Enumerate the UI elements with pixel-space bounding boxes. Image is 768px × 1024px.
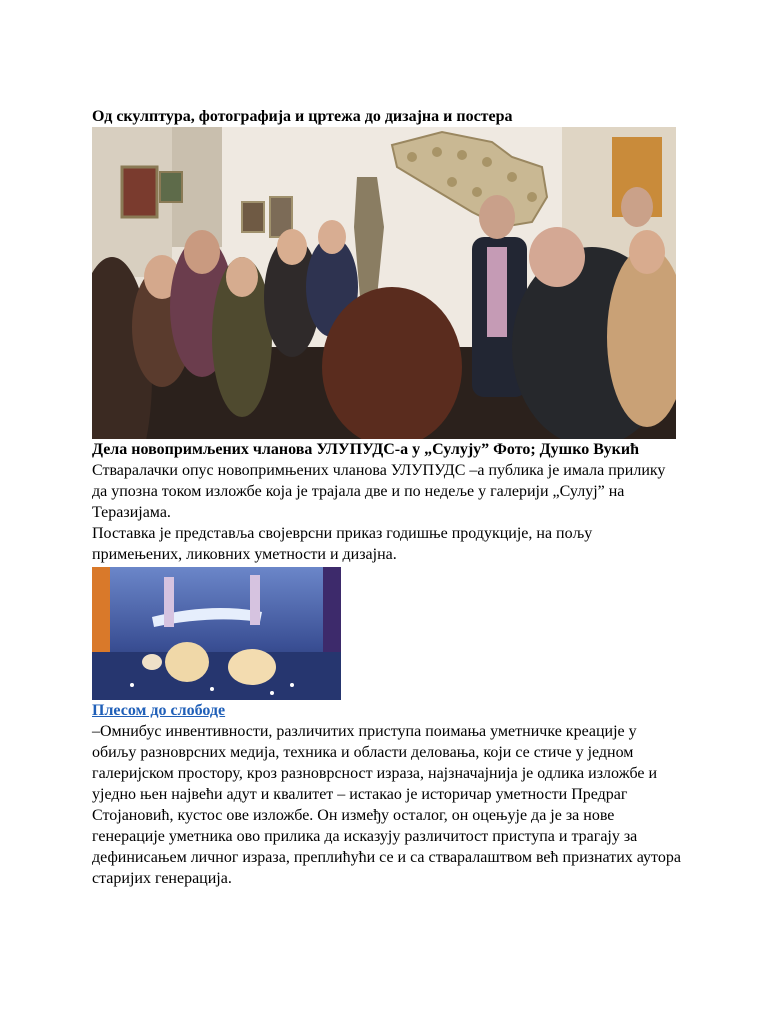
gallery-crowd-illustration xyxy=(92,127,676,439)
article xyxy=(92,106,682,889)
article-title: Од скулптура, фотографија и цртежа до дизајна и постера xyxy=(92,108,513,125)
related-article-thumbnail[interactable] xyxy=(92,567,341,700)
dance-performance-illustration xyxy=(92,567,341,700)
photo-caption: Дела новопримљених чланова УЛУПУДС-а у „Сулују” Фото; Душко Вукић xyxy=(92,441,639,458)
related-article-link[interactable]: Плесом до слободе xyxy=(92,702,226,719)
paragraph-curator-quote: –Омнибус инвентивности, различитих приступа поимања уметничке креације у обиљу разноврсних медија, техника и области деловања, који се стиче у једном галеријском простору, кроз разноврсност израза, најзначајнија је одлика изложбе и уједно њен највећи адут и квалитет – истакао је историчар уметности Предраг Стојановић, кустос ове изложбе. Он између осталог, он оцењује да је за нове генерације уметника ово прилика да исказују различитост приступа и трагају за дефинисањем личног израза, преплићући се и са стваралаштвом већ признатих аутора старијих генерација. xyxy=(92,723,681,887)
paragraph-intro: Стваралачки опус новопримњених чланова УЛУПУДС –а публика је имала прилику да упозна током изложбе која је трајала две и по недеље у галерији „Сулуј” на Теразијама. xyxy=(92,462,666,521)
paragraph-exhibition: Поставка је представља својеврсни приказ годишње продукције, на пољу примењених, ликовних уметности и дизајна. xyxy=(92,525,593,563)
gallery-exhibition-photo xyxy=(92,127,676,439)
